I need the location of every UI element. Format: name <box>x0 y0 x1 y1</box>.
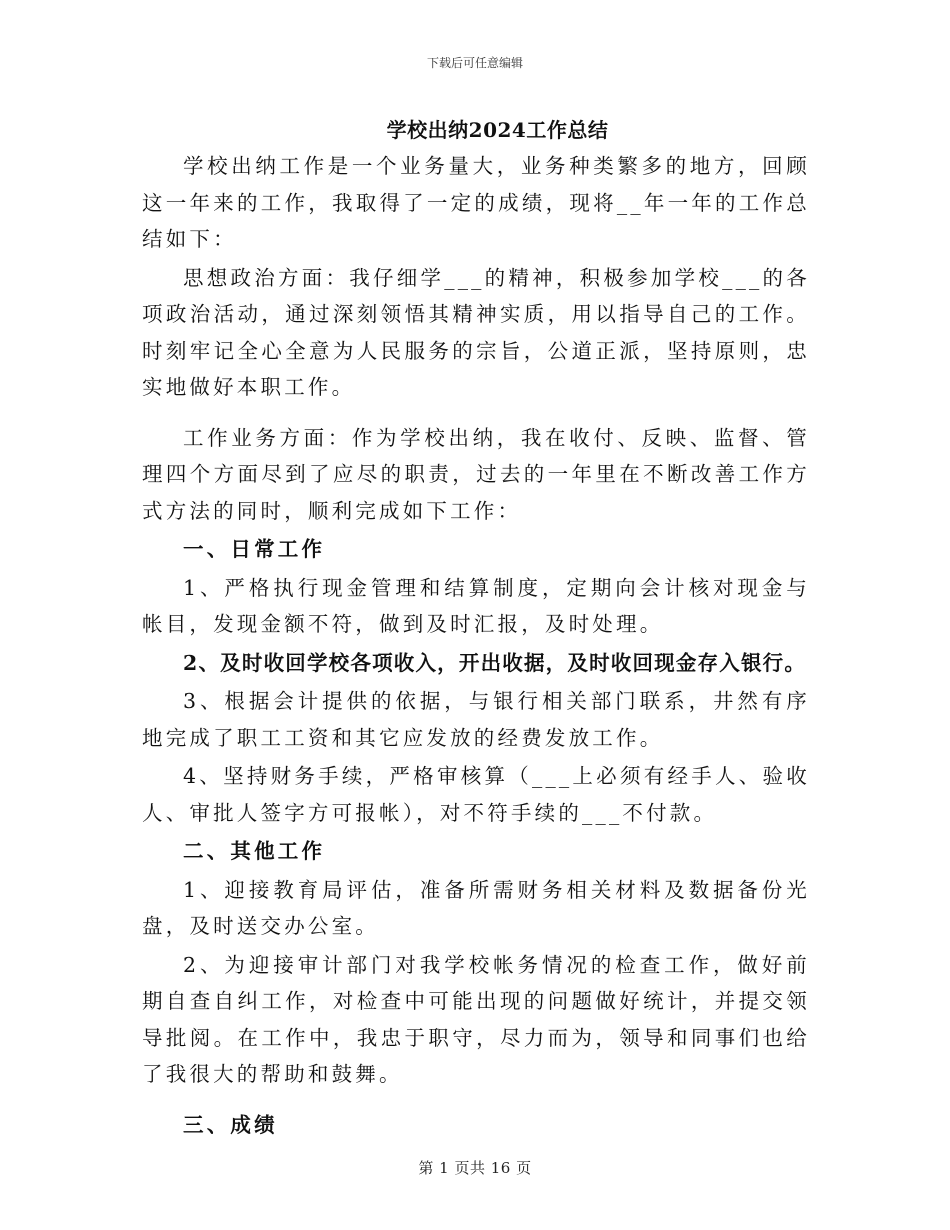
paragraph-business: 工作业务方面：作为学校出纳，我在收付、反映、监督、管理四个方面尽到了应尽的职责，过去的一年里在不断改善工作方式方法的同时，顺利完成如下工作： <box>142 425 810 523</box>
list-item: 2、及时收回学校各项收入，开出收据，及时收回现金存入银行。 <box>183 650 807 675</box>
section-heading-achievements: 三、成绩 <box>183 1112 278 1137</box>
document-body <box>142 148 810 1145</box>
section-heading-other-work: 二、其他工作 <box>183 839 326 863</box>
list-item: 1、严格执行现金管理和结算制度，定期向会计核对现金与帐目，发现金额不符，做到及时汇报，及时处理。 <box>142 575 810 636</box>
paragraph-political: 思想政治方面：我仔细学___的精神，积极参加学校___的各项政治活动，通过深刻领悟其精神实质，用以指导自己的工作。时刻牢记全心全意为人民服务的宗旨，公道正派，坚持原则，忠实地做好本职工作。 <box>142 265 810 399</box>
header-note: 下载后可任意编辑 <box>426 56 523 70</box>
list-item: 1、迎接教育局评估，准备所需财务相关材料及数据备份光盘，及时送交办公室。 <box>142 877 810 938</box>
paragraph-intro: 学校出纳工作是一个业务量大，业务种类繁多的地方，回顾这一年来的工作，我取得了一定的成绩，现将__年一年的工作总结如下： <box>142 154 810 251</box>
section-heading-daily-work: 一、日常工作 <box>183 537 326 561</box>
page-number: 第 1 页共 16 页 <box>418 1159 532 1177</box>
list-item: 3、根据会计提供的依据，与银行相关部门联系，井然有序地完成了职工工资和其它应发放的经费发放工作。 <box>142 689 810 750</box>
list-item: 2、为迎接审计部门对我学校帐务情况的检查工作，做好前期自查自纠工作，对检查中可能出现的问题做好统计，并提交领导批阅。在工作中，我忠于职守，尽力而为，领导和同事们也给了我很大的帮助和鼓舞。 <box>142 952 810 1086</box>
document-title: 学校出纳2024工作总结 <box>386 118 609 142</box>
list-item: 4、坚持财务手续，严格审核算（___上必须有经手人、验收人、审批人签字方可报帐），对不符手续的___不付款。 <box>142 764 810 825</box>
